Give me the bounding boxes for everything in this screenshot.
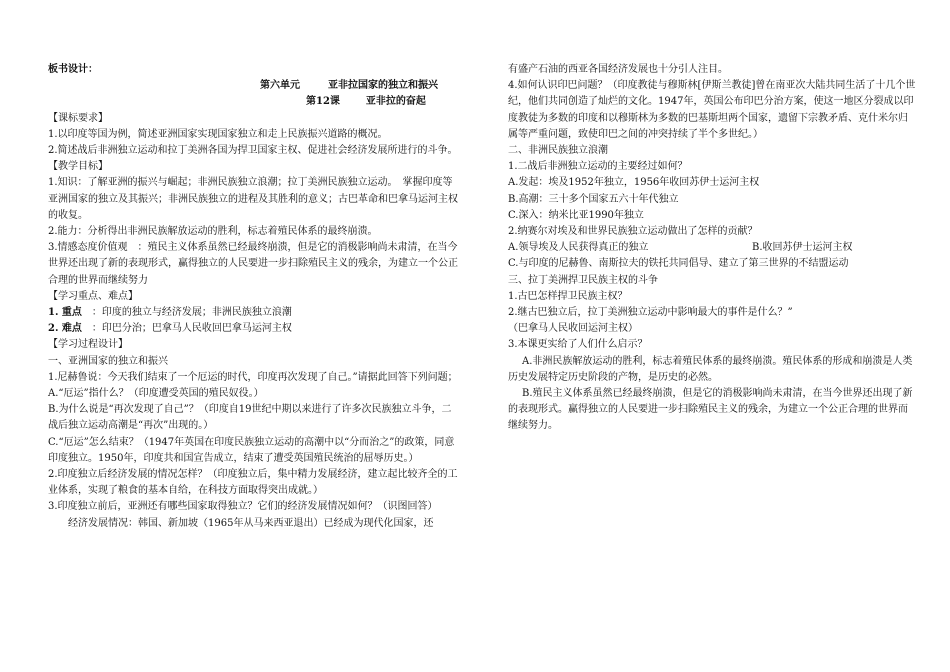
africa-question-2: 2.纳赛尔对埃及和世界民族独立运动做出了怎样的贡献？ (508, 226, 758, 238)
goal-values: 3.情感态度价值观 ：殖民主义体系虽然已经最终崩溃，但是它的消极影响尚未肃清，在当今世界还出现了新的表现形式，赢得独立的人民要进一步扫除殖民主义的残余，为建立一个公正合理的世界而继续努力 (48, 242, 458, 286)
goal-ability: 2.能力：分析得出非洲民族解放运动的胜利，标志着殖民体系的最终崩溃。 (48, 226, 378, 238)
latam-question-3: 3.本课更实给了人们什么启示？ (508, 339, 648, 351)
lesson-label: 第12课 (306, 96, 340, 108)
africa-answer-2a: A.领导埃及人民获得真正的独立 (508, 242, 649, 254)
question-1c: C.“厄运”怎么结束？（1947年英国在印度民族独立运动的高潮中以“分而治之”的政策，同意印度独立。1950年，印度共和国宣告成立，结束了遭受英国殖民统治的屈辱历史。） (48, 436, 455, 464)
board-design-label: 板书设计： (48, 64, 98, 75)
question-3-detail: 经济发展情况：韩国、新加坡（1965年从马来西亚退出）已经成为现代化国家，还 (68, 517, 434, 529)
unit-title: 亚非拉国家的独立和振兴 (328, 80, 438, 92)
difficult-point (48, 321, 460, 337)
africa-question-1: 1.二战后非洲独立运动的主要经过如何？ (508, 161, 688, 173)
section-head-key-points: 【学习重点、难点】 (48, 290, 138, 302)
subsection-latin-america: 三、拉丁美洲捍卫民族主权的斗争 (508, 274, 658, 286)
question-1a: A.“厄运”指什么？（印度遭受英国的殖民奴役。） (48, 388, 264, 400)
africa-answer-1a: A.发起：埃及1952年独立，1956年收回苏伊士运河主权 (508, 177, 760, 189)
unit-label: 第六单元 (260, 80, 300, 92)
key-point-text: ：印度的独立与经济发展；非洲民族独立浪潮 (81, 307, 292, 319)
goal-knowledge: 1.知识：了解亚洲的振兴与崛起；非洲民族独立浪潮；拉丁美洲民族独立运动。 掌握印度等亚洲国家的独立及其振兴；非洲民族独立的进程及其胜利的意义；古巴革命和巴拿马运河主权的收复。 (48, 177, 458, 221)
question-1b: B.为什么说是“再次发现了自己”？（印度自19世纪中期以来进行了许多次民族独立斗争，二战后独立运动高潮是“再次”出现的。） (48, 404, 452, 432)
africa-answer-2b: B.收回苏伊士运河主权 (752, 242, 853, 254)
latam-answer-3b: B.殖民主义体系虽然已经最终崩溃，但是它的消极影响尚未肃清，在当今世界还出现了新的表现形式。赢得独立的人民要进一步扫除殖民主义的残余，为建立一个公正合理的世界而继续努力。 (508, 388, 913, 432)
key-point (48, 305, 460, 321)
key-point-label: 1. 重点 (48, 307, 82, 319)
requirement-1: 1.以印度等国为例，简述亚洲国家实现国家独立和走上民族振兴道路的概况。 (48, 128, 388, 140)
question-2: 2.印度独立后经济发展的情况怎样？（印度独立后，集中精力发展经济，建立起比较齐全的工业体系，实现了粮食的基本自给，在科技方面取得突出成就。） (48, 469, 458, 497)
africa-answer-1b: B.高潮：三十多个国家五六十年代独立 (508, 193, 679, 205)
africa-answer-2c: C.与印度的尼赫鲁、南斯拉夫的铁托共同倡导、建立了第三世界的不结盟运动 (508, 258, 849, 270)
section-head-process: 【学习过程设计】 (48, 339, 128, 351)
section-head-goals: 【教学目标】 (48, 161, 108, 173)
difficult-point-label: 2. 难点 (48, 323, 82, 335)
question-1: 1.尼赫鲁说：今天我们结束了一个厄运的时代，印度再次发现了自己。”请据此回答下列问题； (48, 371, 458, 383)
latam-question-2: 2.继古巴独立后，拉丁美洲独立运动中影响最大的事件是什么？” (508, 307, 793, 319)
question-4: 4.如何认识印巴问题？（印度教徒与穆斯林[伊斯兰教徒]曾在南亚次大陆共同生活了十几个世纪，他们共同创造了灿烂的文化。1947年，英国公布印巴分治方案，使这一地区分裂成以印度教徒为多数的印度和以穆斯林为多数的巴基斯坦两个国家，遗留下宗教矛盾、克什米尔归属等严重问题，致使印巴之间的冲突持续了半个多世纪。） (508, 80, 916, 140)
continuation-text: 有盛产石油的西亚各国经济发展也十分引人注目。 (508, 64, 728, 75)
latam-answer-3a: A.非洲民族解放运动的胜利，标志着殖民体系的最终崩溃。殖民体系的形成和崩溃是人类历史发展特定历史阶段的产物，是历史的必然。 (508, 355, 913, 383)
lesson-heading (48, 94, 460, 110)
latam-answer-2: （巴拿马人民收回运河主权） (508, 323, 638, 335)
latam-question-1: 1.古巴怎样捍卫民族主权？ (508, 290, 628, 302)
requirement-2: 2.简述战后非洲独立运动和拉丁美洲各国为捍卫国家主权、促进社会经济发展所进行的斗争。 (48, 145, 458, 157)
section-head-requirements: 【课标要求】 (48, 112, 108, 124)
africa-answer-2ab (508, 240, 916, 256)
subsection-africa: 二、非洲民族独立浪潮 (508, 145, 608, 157)
question-3: 3.印度独立前后，亚洲还有哪些国家取得独立？它们的经济发展情况如何？（识图回答） (48, 501, 438, 513)
lesson-title: 亚非拉的奋起 (365, 96, 426, 108)
left-column (48, 62, 460, 532)
subsection-asia: 一、亚洲国家的独立和振兴 (48, 355, 168, 367)
right-column (508, 62, 916, 435)
unit-heading (48, 78, 460, 94)
difficult-point-text: ：印巴分治；巴拿马人民收回巴拿马运河主权 (81, 323, 292, 335)
africa-answer-1c: C.深入：纳米比亚1990年独立 (508, 209, 644, 221)
